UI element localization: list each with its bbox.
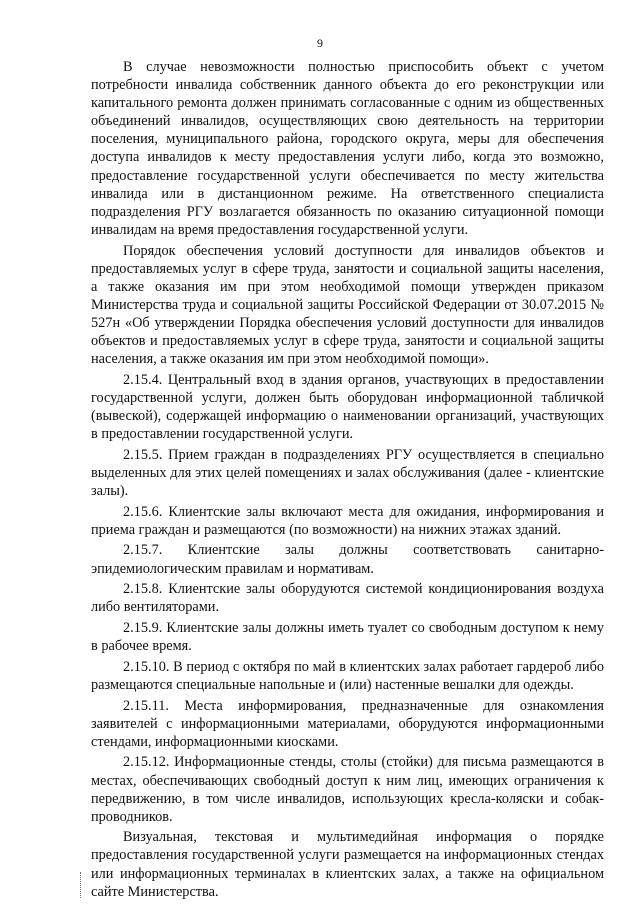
- paragraph: Порядок обеспечения условий доступности для инвалидов объектов и предоставляемых услуг в сфере труда, занятости и социальной защиты населения, а также оказания им при этом необходимой помощи утвержден приказом Министерства труда и социальной защиты Российской Федерации от 30.07.2015 № 527н «Об утверждении Порядка обеспечения условий доступности для инвалидов объектов и предоставляемых услуг в сфере труда, занятости и социальной защиты населения, а также оказания им при этом необходимой помощи».: [91, 242, 604, 368]
- paragraph: 2.15.7. Клиентские залы должны соответствовать санитарно-эпидемиологическим правилам и нормативам.: [91, 542, 604, 577]
- paragraph: 2.15.11. Места информирования, предназначенные для ознакомления заявителей с информационными материалами, оборудуются информационными стендами, информационными киосками.: [91, 697, 604, 750]
- paragraph: 2.15.10. В период с октября по май в клиентских залах работает гардероб либо размещаются специальные напольные и (или) настенные вешалки для одежды.: [91, 658, 604, 693]
- document-body: [91, 58, 604, 901]
- paragraph: 2.15.5. Прием граждан в подразделениях РГУ осуществляется в специально выделенных для этих целей помещениях и залах обслуживания (далее - клиентские залы).: [91, 446, 604, 499]
- paragraph: 2.15.12. Информационные стенды, столы (стойки) для письма размещаются в местах, обеспечивающих свободный доступ к ним лиц, имеющих ограничения к передвижению, в том числе инвалидов, использующих кресла-коляски и собак-проводников.: [91, 754, 604, 825]
- paragraph: 2.15.9. Клиентские залы должны иметь туалет со свободным доступом к нему в рабочее время.: [91, 619, 604, 655]
- paragraph: 2.15.6. Клиентские залы включают места для ожидания, информирования и приема граждан и размещаются (по возможности) на нижних этажах зданий.: [91, 503, 604, 538]
- paragraph: 2.15.8. Клиентские залы оборудуются системой кондиционирования воздуха либо вентиляторами.: [91, 581, 604, 616]
- page-number: 9: [317, 36, 323, 50]
- margin-scan-mark: [80, 872, 82, 898]
- paragraph: В случае невозможности полностью приспособить объект с учетом потребности инвалида собственник данного объекта до его реконструкции или капитального ремонта должен принимать согласованные с одним из общественных объединений инвалидов, осуществляющих свою деятельность на территории поселения, муниципального района, городского округа, меры для обеспечения доступа инвалидов к месту предоставления услуги либо, когда это возможно, предоставление государственной услуги обеспечивается по месту жительства инвалида или в дистанционном режиме. На ответственного специалиста подразделения РГУ возлагается обязанность по оказанию ситуационной помощи инвалидам на время предоставления государственной услуги.: [91, 59, 604, 238]
- paragraph: 2.15.4. Центральный вход в здания органов, участвующих в предоставлении государственной услуги, должен быть оборудован информационной табличкой (вывеской), содержащей информацию о наименовании организаций, участвующих в предоставлении государственной услуги.: [91, 371, 604, 443]
- paragraph: Визуальная, текстовая и мультимедийная информация о порядке предоставления государственной услуги размещается на информационных стендах или информационных терминалах в клиентских залах, а также на официальном сайте Министерства.: [91, 829, 604, 900]
